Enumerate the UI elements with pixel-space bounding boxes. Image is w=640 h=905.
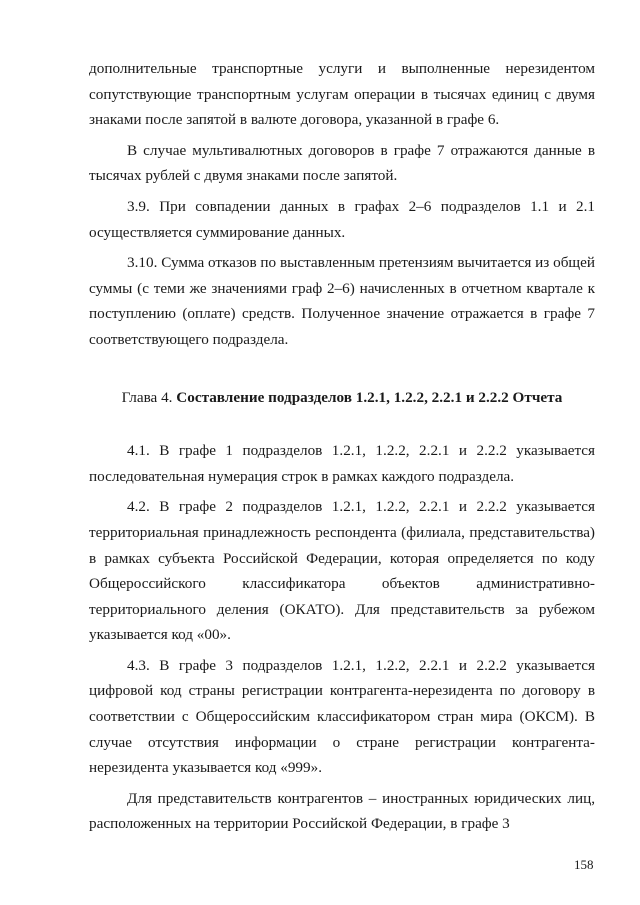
paragraph-representatives: Для представительств контрагентов – иностранных юридических лиц, расположенных на территории Российской Федерации, в графе 3 [89, 789, 595, 833]
paragraph-3-9: 3.9. При совпадении данных в графах 2–6 подразделов 1.1 и 2.1 осуществляется суммирование данных. [89, 197, 595, 241]
page-number: 158 [574, 857, 594, 872]
paragraph-3-10: 3.10. Сумма отказов по выставленным претензиям вычитается из общей суммы (с теми же значениями граф 2–6) начисленных в отчетном квартале к поступлению (оплате) средств. Полученное значение отражается в графе 7 соответствующего подраздела. [89, 254, 595, 348]
chapter-prefix: Глава 4. [121, 388, 177, 406]
paragraph-continuation: дополнительные транспортные услуги и выполненные нерезидентом сопутствующие транспортным услугам операции в тысячах единиц с двумя знаками после запятой в валюте договора, указанной в графе 6. [89, 60, 595, 129]
paragraph-4-3: 4.3. В графе 3 подразделов 1.2.1, 1.2.2, 2.2.1 и 2.2.2 указывается цифровой код страны регистрации контрагента-нерезидента по договору в соответствии с Общероссийским классификатором стран мира (ОКСМ). В случае отсутствия информации о стране регистрации контрагента-нерезидента указывается код «999». [89, 656, 595, 777]
paragraph-multicurrency: В случае мультивалютных договоров в графе 7 отражаются данные в тысячах рублей с двумя знаками после запятой. [89, 141, 595, 185]
document-page [89, 56, 595, 837]
chapter-title: Составление подразделов 1.2.1, 1.2.2, 2.2.1 и 2.2.2 Отчета [176, 388, 563, 406]
paragraph-4-1: 4.1. В графе 1 подразделов 1.2.1, 1.2.2, 2.2.1 и 2.2.2 указывается последовательная нумерация строк в рамках каждого подраздела. [89, 442, 595, 485]
paragraph-4-2: 4.2. В графе 2 подразделов 1.2.1, 1.2.2, 2.2.1 и 2.2.2 указывается территориальная принадлежность респондента (филиала, представительства) в рамках субъекта Российской Федерации, которая определяется по коду Общероссийского классификатора объектов административно-территориального деления (ОКАТО). Для представительств за рубежом указывается код «00». [89, 498, 595, 644]
chapter-heading [89, 385, 595, 411]
